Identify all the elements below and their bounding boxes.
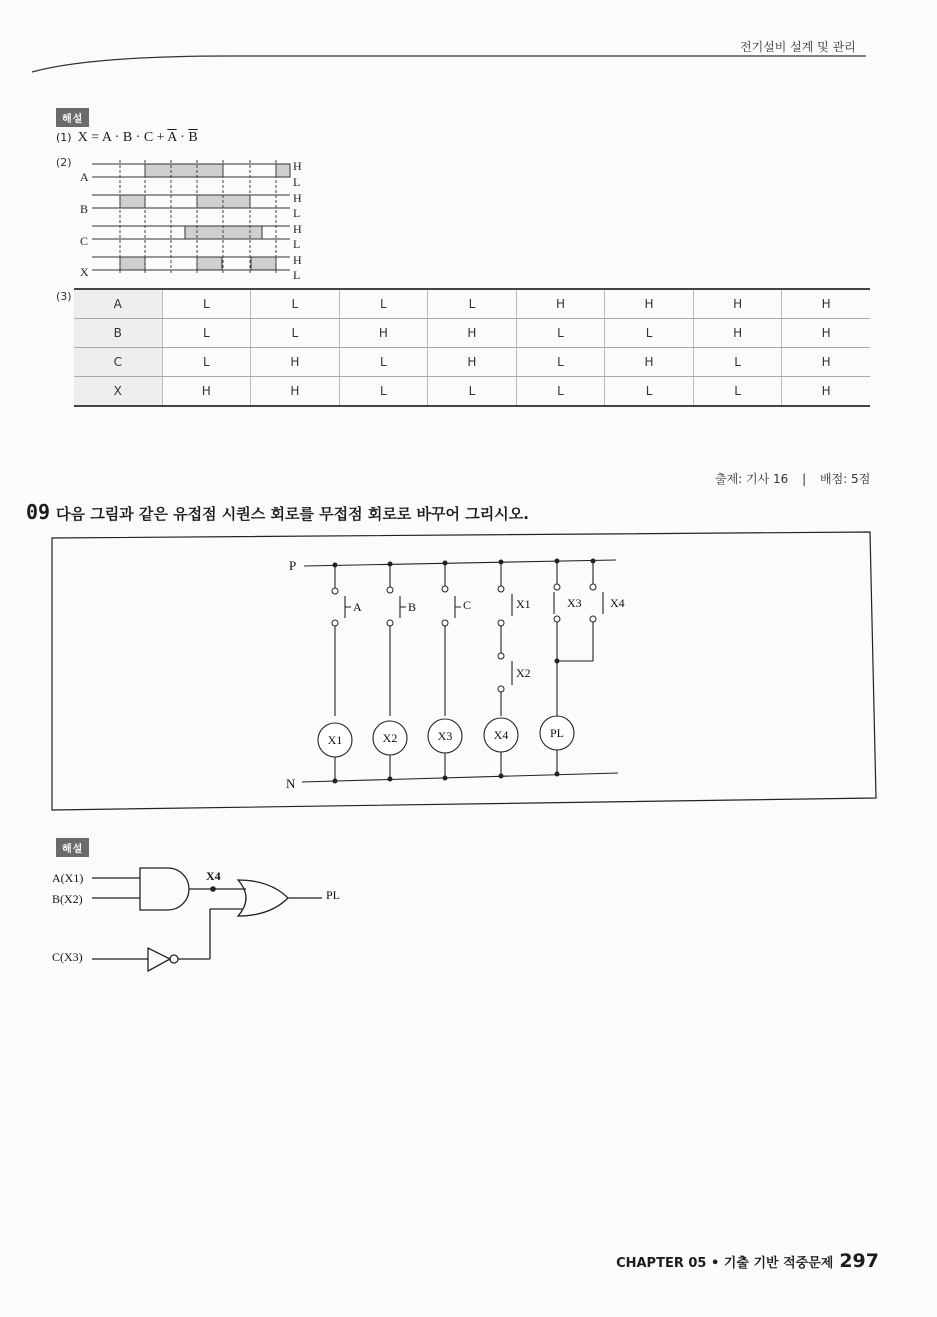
table-row — [74, 319, 870, 348]
rail-n-label: N — [286, 776, 296, 791]
table-cell: L — [339, 289, 428, 319]
table-cell: H — [782, 319, 870, 348]
timing-b-low: L — [293, 206, 301, 220]
logic-gate-diagram — [50, 860, 370, 980]
table-cell: L — [428, 289, 517, 319]
table-row — [74, 348, 870, 377]
table-cell: L — [605, 319, 694, 348]
output-pl-label: PL — [326, 888, 341, 902]
table-cell: H — [693, 319, 782, 348]
page-number: 297 — [839, 1250, 879, 1272]
timing-c-low: L — [293, 237, 301, 251]
table-cell: H — [428, 348, 517, 377]
table-cell: B — [74, 319, 162, 348]
table-cell: L — [428, 377, 517, 407]
contact-x1-label: X1 — [516, 597, 531, 611]
timing-number: (2) — [56, 156, 72, 169]
contact-c-label: C — [463, 598, 472, 612]
table-cell: L — [251, 289, 340, 319]
boolean-equation — [56, 130, 198, 146]
timing-x-high: H — [293, 253, 302, 267]
table-cell: C — [74, 348, 162, 377]
timing-label-a: A — [80, 170, 89, 184]
table-cell: H — [693, 289, 782, 319]
question-meta — [715, 470, 870, 487]
question-text: 다음 그림과 같은 유접점 시퀀스 회로를 무접점 회로로 바꾸어 그리시오. — [56, 505, 529, 523]
table-cell: H — [162, 377, 251, 407]
node-x4-label: X4 — [206, 869, 221, 883]
timing-x-low: L — [293, 268, 301, 282]
truth-table — [74, 288, 870, 407]
solution-tag-2: 해설 — [56, 838, 89, 857]
header-rule — [30, 50, 868, 76]
contact-x3-label: X3 — [567, 596, 582, 610]
contact-a-label: A — [353, 600, 362, 614]
not-gate — [148, 948, 170, 971]
table-cell: H — [251, 377, 340, 407]
equation-a-bar: $\overline{A}$ — [167, 130, 177, 145]
coil-pl-label: PL — [549, 726, 565, 740]
table-cell: A — [74, 289, 162, 319]
table-row — [74, 289, 870, 319]
timing-chart — [76, 158, 316, 282]
table-cell: H — [605, 289, 694, 319]
input-c-label: C(X3) — [52, 950, 83, 964]
table-cell: L — [516, 348, 605, 377]
solution-tag: 해설 — [56, 108, 89, 127]
contact-x4-label: X4 — [610, 596, 625, 610]
running-header: 전기설비 설계 및 관리 — [740, 40, 856, 54]
table-cell: H — [782, 348, 870, 377]
question-number: 09 — [26, 500, 51, 524]
timing-a-high: H — [293, 159, 302, 173]
input-b-label: B(X2) — [52, 892, 83, 906]
table-cell: H — [428, 319, 517, 348]
timing-b-high: H — [293, 191, 302, 205]
meta-source: 출제: 기사 16 — [715, 472, 789, 486]
page-footer — [616, 1250, 879, 1272]
table-cell: L — [162, 289, 251, 319]
table-cell: H — [782, 289, 870, 319]
contact-b-label: B — [408, 600, 417, 614]
contact-x2-label: X2 — [516, 666, 531, 680]
meta-separator: | — [802, 472, 807, 486]
table-cell: H — [339, 319, 428, 348]
table-cell: L — [693, 348, 782, 377]
equation-dot: · — [176, 130, 189, 145]
table-cell: L — [339, 377, 428, 407]
coil-x4-label: X4 — [493, 728, 509, 742]
timing-a-low: L — [293, 175, 301, 189]
coil-x2-label: X2 — [382, 731, 398, 745]
table-cell: L — [605, 377, 694, 407]
coil-x1-label: X1 — [327, 733, 343, 747]
table-cell: L — [251, 319, 340, 348]
table-cell: L — [162, 348, 251, 377]
table-cell: H — [251, 348, 340, 377]
timing-label-c: C — [80, 234, 89, 248]
and-gate — [140, 868, 189, 910]
table-cell: L — [339, 348, 428, 377]
meta-score: 배점: 5점 — [820, 472, 871, 486]
equation-main: X = A · B · C + — [77, 130, 168, 145]
timing-label-x: X — [80, 265, 89, 279]
footer-chapter: CHAPTER 05 • 기출 기반 적중문제 — [616, 1256, 834, 1271]
table-cell: L — [162, 319, 251, 348]
table-number: (3) — [56, 290, 72, 303]
timing-c-high: H — [293, 222, 302, 236]
table-cell: X — [74, 377, 162, 407]
table-cell: H — [516, 289, 605, 319]
table-cell: L — [693, 377, 782, 407]
rail-p-label: P — [289, 558, 297, 573]
coil-x3-label: X3 — [437, 729, 453, 743]
ladder-diagram — [50, 530, 880, 814]
table-cell: H — [605, 348, 694, 377]
table-cell: L — [516, 377, 605, 407]
table-row — [74, 377, 870, 407]
table-cell: L — [516, 319, 605, 348]
table-cell: H — [782, 377, 870, 407]
or-gate — [238, 880, 288, 916]
equation-number: (1) — [56, 131, 72, 144]
equation-b-bar: $\overline{B}$ — [188, 130, 198, 145]
timing-label-b: B — [80, 202, 89, 216]
input-a-label: A(X1) — [52, 871, 84, 885]
